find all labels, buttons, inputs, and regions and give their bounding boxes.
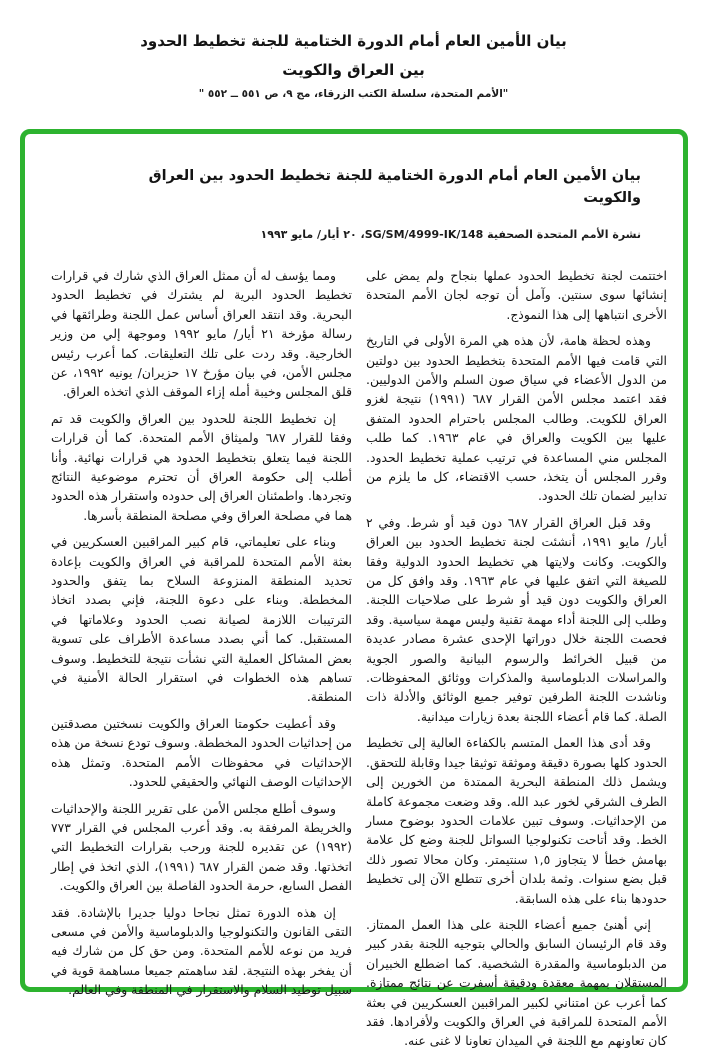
document-frame <box>20 129 688 1049</box>
press-release-reference: نشرة الأمم المتحدة الصحفية SG/SM/4999-IK/148، ٢٠ أيار/ مايو ١٩٩٣ <box>260 227 641 241</box>
page-title-line1: بيان الأمين العام أمام الدورة الختامية للجنة تخطيط الحدود <box>140 32 567 50</box>
paragraph: اختتمت لجنة تخطيط الحدود عملها بنجاح ولم يمض على إنشائها سوى سنتين. وآمل أن توجه لجان الأمم المتحدة الأخرى انتباهها إلى هذا النموذج. <box>366 267 667 322</box>
page-title-line2: بين العراق والكويت <box>282 61 425 79</box>
body-column-first <box>366 266 667 1058</box>
paragraph: ومما يؤسف له أن ممثل العراق الذي شارك في قرارات تخطيط الحدود البرية لم يشترك في تخطيط الحدود البحرية. وقد انتقد العراق أساس عمل اللجنة وطرائقها في رسالة مؤرخة ٢١ أيار/ مايو ١٩٩٢ وموجهة إلي من وزير الخارجية. وقد ردت على تلك التعليقات. كما أعرب رئيس مجلس الأمن، في بيان مؤرخ ١٧ حزيران/ يونيه ١٩٩٢، عن قلق المجلس وخيبة أمله إزاء الموقف الذي اتخذه العراق. <box>51 267 353 400</box>
paragraph: وقد قبل العراق القرار ٦٨٧ دون قيد أو شرط. وفي ٢ أيار/ مايو ١٩٩١، أنشئت لجنة تخطيط الحدود بين العراق والكويت. وكانت ولايتها هي تخطيط الحدود الدولية وفقا للصيغة التي اتفق عليها في عام ١٩٦٣. وقد وافق كل من العراق والكويت دون قيد أو شرط على صلاحيات اللجنة. وطلب إلى اللجنة أداء مهمة تقنية وليس مهمة سياسية. وقد فحصت اللجنة خلال دوراتها الإحدى عشرة مصادر عديدة من قبيل الخرائط والرسوم البيانية والصور الجوية والمراسلات الدبلوماسية والمذكرات ووثائق المحفوظات. وناشدت اللجنة الطرفين توفير جميع الوثائق والأدلة ذات الصلة. كما قام أعضاء اللجنة بعدة زيارات ميدانية. <box>366 514 668 724</box>
paragraph: وقد أدى هذا العمل المتسم بالكفاءة العالية إلى تخطيط الحدود كلها بصورة دقيقة وموثقة توثيقا جيدا وقابلة للتحقق. ويشمل ذلك المنطقة البحرية الممتدة من الخورين إلى الطرف الشرقي لخور عبد الله. وقد وضعت مجموعة كاملة من الإحداثيات. وسوف تبين علامات الحدود بوضوح مسار الخط. وقد أتاحت تكنولوجيا السواتل للجنة وضع كل علامة بهامش خطأ لا يتجاوز ١,٥ سنتيمتر. وكان محالا تصور ذلك قبل بضع سنوات. وثمة بلدان أخرى تتطلع الآن إلى تخطيط حدودها بناء على هذه السابقة. <box>366 735 667 906</box>
paragraph: إن هذه الدورة تمثل نجاحا دوليا جديرا بالإشادة. فقد التقى القانون والتكنولوجيا والدبلوماسية والأمن في مسعى فريد من نوعه للأمم المتحدة. ومن حق كل من شارك فيه أن يفخر بهذه النتيجة. لقد ساهمتم جميعا مساهمة قوية في سبيل توطيد السلام والاستقرار في المنطقة وفي العالم. <box>51 904 352 998</box>
body-column-second <box>51 266 352 1058</box>
paragraph: إني أهنئ جميع أعضاء اللجنة على هذا العمل الممتاز. وقد قام الرئيسان السابق والحالي بتوجيه اللجنة بقدر كبير من الدبلوماسية والمقدرة الشخصية. كما اضطلع الخبيران المستقلان بمهمة معقدة ودقيقة أسفرت عن نتائج ممتازة. كما أعرب عن امتناني لكبير المراقبين العسكريين في بعثة الأمم المتحدة للمراقبة في العراق والكويت ولأفرادها. فقد كان تعاونهم مع اللجنة في الميدان تعاونا لا غنى عنه. <box>366 916 667 1049</box>
paragraph: وبناء على تعليماتي، قام كبير المراقبين العسكريين في بعثة الأمم المتحدة للمراقبة في العراق والكويت بإعادة تحديد المنطقة المنزوعة السلاح بما يتفق والحدود المخططة. وبناء على دعوة اللجنة، فإني بصدد اتخاذ الترتيبات اللازمة لصيانة نصب الحدود وعلاماتها في المستقبل. كما أني بصدد مساعدة الأطراف على تسوية بعض المشاكل العملية التي نشأت نتيجة للتخطيط. وسوف تساهم هذه الخطوات في استقرار الحالة الأمنية في المنطقة. <box>51 534 352 705</box>
document-title: بيان الأمين العام أمام الدورة الختامية للجنة تخطيط الحدود بين العراق والكويت <box>148 168 641 207</box>
paragraph: وسوف أطلع مجلس الأمن على تقرير اللجنة والإحداثيات والخريطة المرفقة به. وقد أعرب المجلس في القرار ٧٧٣ (١٩٩٢) عن تقديره للجنة ورحب بقرارات التخطيط التي اتخذتها. وقد ضمن القرار ٦٨٧ (١٩٩١)، الذي اتخذ في إطار الفصل السابع، حرمة الحدود الفاصلة بين العراق والكويت. <box>51 800 352 894</box>
paragraph: وهذه لحظة هامة، لأن هذه هي المرة الأولى في التاريخ التي قامت فيها الأمم المتحدة بتخطيط الحدود بين دولتين من الدول الأعضاء في سياق صون السلم والأمن الدوليين. فقد اعتمد مجلس الأمن القرار ٦٨٧ (١٩٩١) نتيجة لغزو العراق للكويت. وطالب المجلس باحترام الحدود المتفق عليها بين الكويت والعراق في عام ١٩٦٣. كما طلب المجلس مني المساعدة في ترتيب عملية تخطيط الحدود. وقرر المجلس أن يتخذ، حسب الاقتضاء، كل ما يلزم من تدابير لضمان تلك الحدود. <box>366 333 667 504</box>
body-columns <box>51 266 667 1058</box>
page-header <box>0 32 707 100</box>
paragraph: وقد أعطيت حكومتا العراق والكويت نسختين مصدقتين من إحداثيات الحدود المخططة. وسوف تودع نسخة من هذه الإحداثيات في محفوظات الأمم المتحدة. وتمثل هذه الإحداثيات الوصف النهائي والحقيقي للحدود. <box>51 715 352 790</box>
source-citation: "الأمم المتحدة، سلسلة الكتب الزرقاء، مج ٩، ص ٥٥١ ــ ٥٥٢ " <box>198 88 509 100</box>
paragraph: إن تخطيط اللجنة للحدود بين العراق والكويت قد تم وفقا للقرار ٦٨٧ ولميثاق الأمم المتحدة. كما أن قرارات اللجنة فيما يتعلق بتخطيط الحدود هي قرارات نهائية. وأنا أطلب إلى حكومة العراق أن تحترم موضوعية النتائج وتجردها. واطمئنان العراق إلى حدوده واستقرار هذه الحدود هما في مصلحة العراق وفي مصلحة المنطقة بأسرها. <box>51 410 352 523</box>
